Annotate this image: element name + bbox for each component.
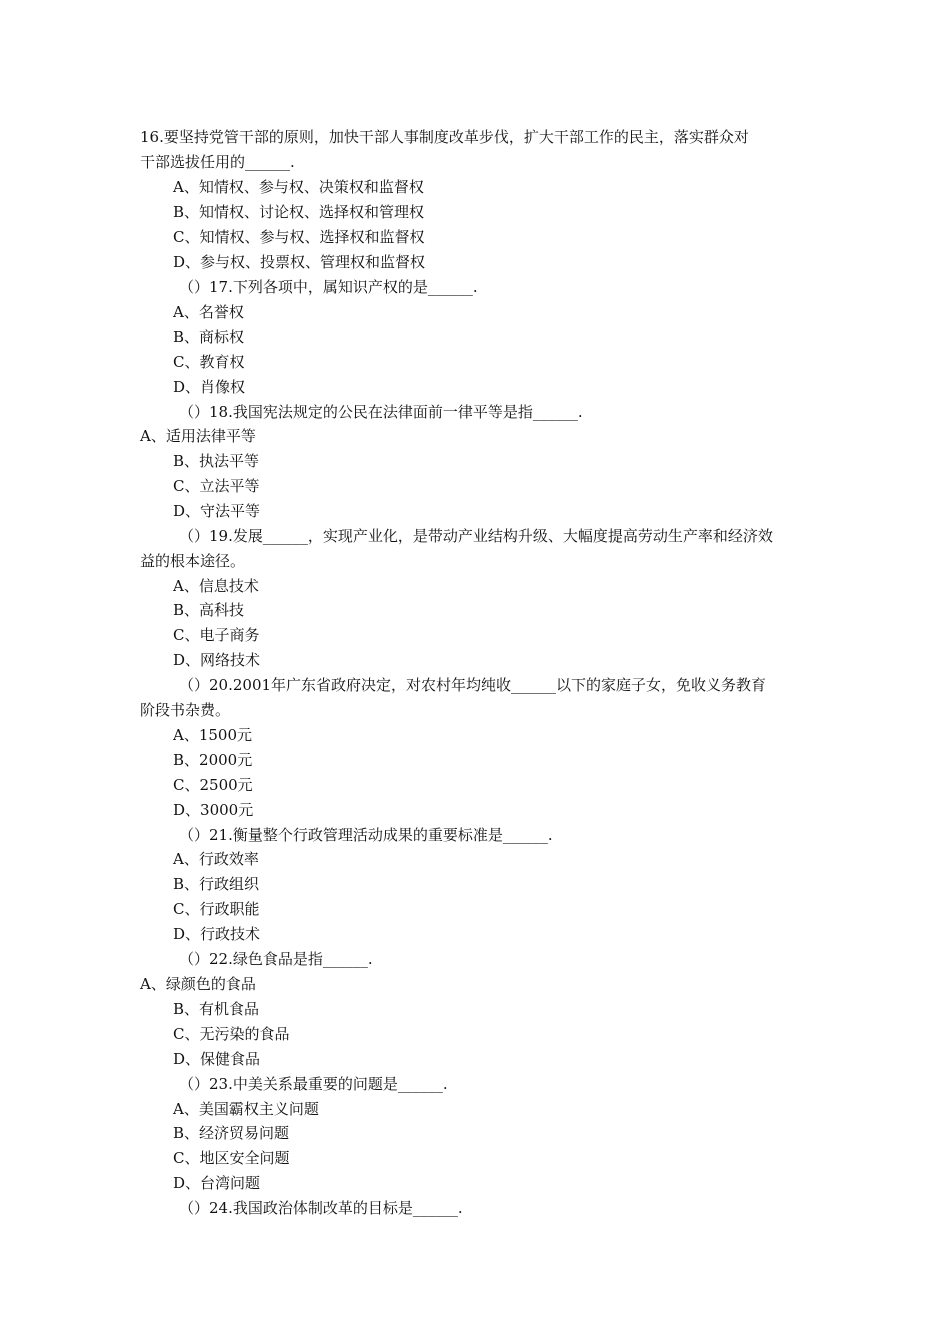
- question-17-stem: （）17.下列各项中，属知识产权的是______.: [179, 278, 478, 296]
- question-21-option-b: B、行政组织: [173, 875, 260, 893]
- question-17-option-b: B、商标权: [173, 328, 245, 346]
- question-17-option-c: C、教育权: [173, 353, 245, 371]
- question-19-option-b: B、高科技: [173, 601, 245, 619]
- question-22-option-a: A、绿颜色的食品: [140, 975, 256, 993]
- question-23-option-c: C、地区安全问题: [173, 1149, 290, 1167]
- question-22-option-b: B、有机食品: [173, 1000, 260, 1018]
- question-21-stem: （）21.衡量整个行政管理活动成果的重要标准是______.: [179, 826, 553, 844]
- question-16-stem-line-1: 16.要坚持党管干部的原则，加快干部人事制度改革步伐，扩大干部工作的民主，落实群众对: [140, 128, 749, 146]
- question-16-option-c: C、知情权、参与权、选择权和监督权: [173, 228, 425, 246]
- question-18-option-d: D、守法平等: [173, 502, 261, 520]
- question-23-option-d: D、台湾问题: [173, 1174, 261, 1192]
- question-22-stem: （）22.绿色食品是指______.: [179, 950, 373, 968]
- question-19-option-a: A、信息技术: [173, 577, 259, 595]
- question-20-option-c: C、2500元: [173, 776, 253, 794]
- question-22-option-d: D、保健食品: [173, 1050, 261, 1068]
- question-16-stem-line-2: 干部选拔任用的______.: [140, 153, 295, 171]
- question-23-option-b: B、经济贸易问题: [173, 1124, 290, 1142]
- question-20-option-a: A、1500元: [173, 726, 253, 744]
- question-19-option-d: D、网络技术: [173, 651, 261, 669]
- question-19-stem-line-1: （）19.发展______，实现产业化，是带动产业结构升级、大幅度提高劳动生产率和经济效: [179, 527, 773, 545]
- question-22-option-c: C、无污染的食品: [173, 1025, 290, 1043]
- question-18-option-b: B、执法平等: [173, 452, 260, 470]
- question-16-option-a: A、知情权、参与权、决策权和监督权: [173, 178, 424, 196]
- question-20-option-b: B、2000元: [173, 751, 253, 769]
- question-16-option-d: D、参与权、投票权、管理权和监督权: [173, 253, 426, 271]
- question-19-stem-line-2: 益的根本途径。: [140, 552, 246, 570]
- question-23-option-a: A、美国霸权主义问题: [173, 1100, 319, 1118]
- question-17-option-d: D、肖像权: [173, 378, 246, 396]
- question-16-option-b: B、知情权、讨论权、选择权和管理权: [173, 203, 425, 221]
- question-19-option-c: C、电子商务: [173, 626, 260, 644]
- question-20-option-d: D、3000元: [173, 801, 254, 819]
- question-20-stem-line-2: 阶段书杂费。: [140, 701, 231, 719]
- question-23-stem: （）23.中美关系最重要的问题是______.: [179, 1075, 448, 1093]
- question-17-option-a: A、名誉权: [173, 303, 244, 321]
- question-18-option-a: A、适用法律平等: [140, 427, 256, 445]
- question-20-stem-line-1: （）20.2001年广东省政府决定，对农村年均纯收______以下的家庭子女，免收义务教育: [179, 676, 767, 694]
- question-18-stem: （）18.我国宪法规定的公民在法律面前一律平等是指______.: [179, 403, 583, 421]
- question-21-option-a: A、行政效率: [173, 850, 259, 868]
- question-21-option-c: C、行政职能: [173, 900, 260, 918]
- question-24-stem: （）24.我国政治体制改革的目标是______.: [179, 1199, 463, 1217]
- question-21-option-d: D、行政技术: [173, 925, 261, 943]
- question-18-option-c: C、立法平等: [173, 477, 260, 495]
